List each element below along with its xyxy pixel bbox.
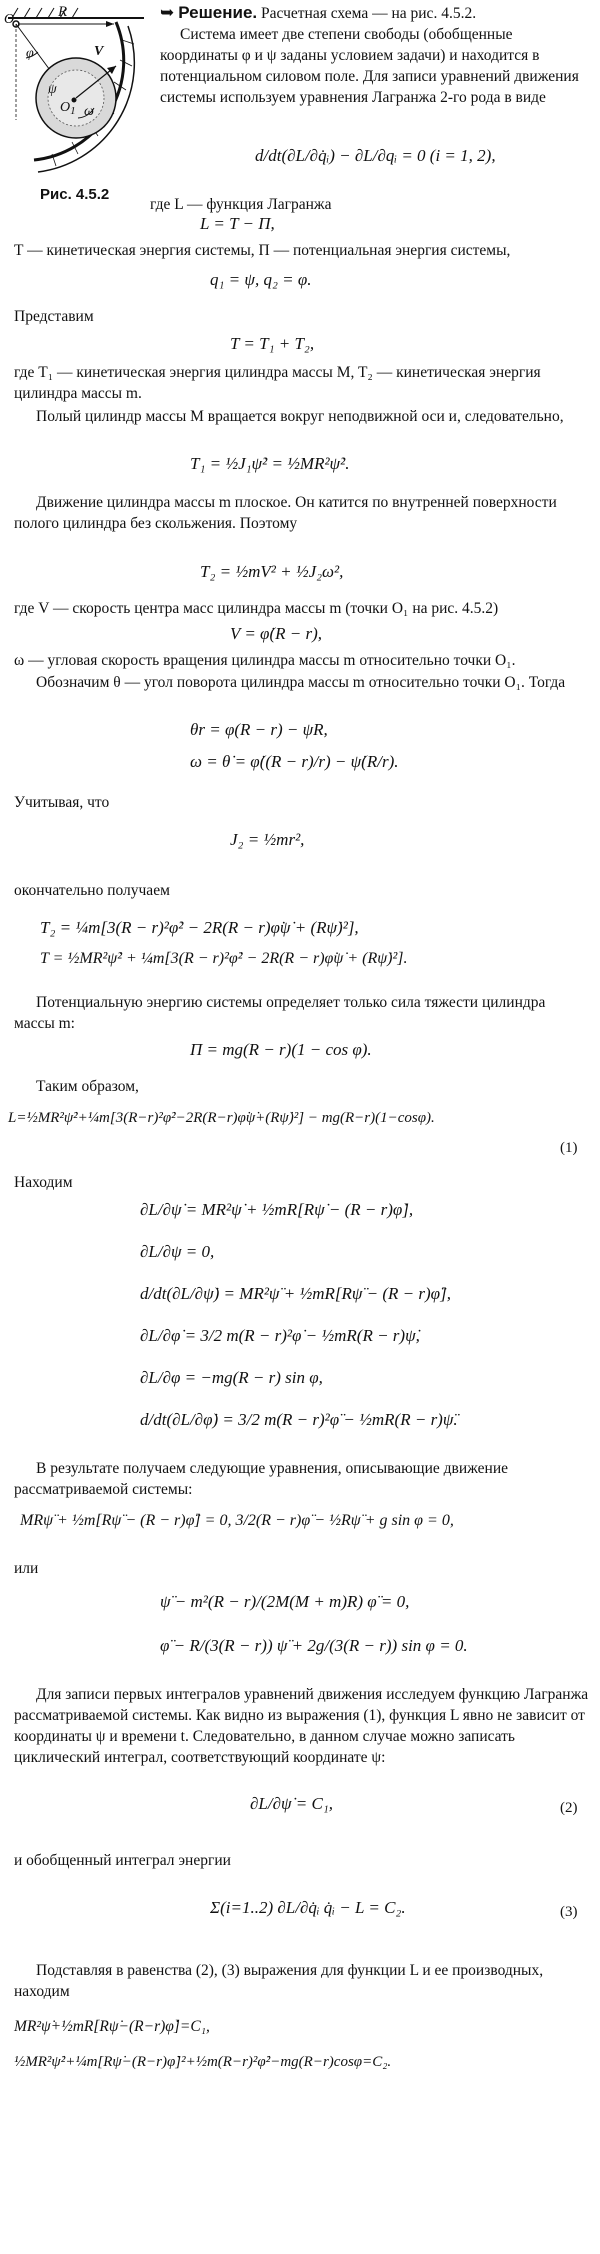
text-energy-int: и обобщенный интеграл энергии — [14, 1852, 231, 1869]
text-potential: Потенциальную энергию системы определяет только сила тяжести цилиндра массы m: — [14, 994, 546, 1032]
eq-t-full: T = ½MR²ψ̇² + ¼m[3(R − r)²φ̇² − 2R(R − r)φ̇ψ̇ + (Rψ̇)²]. — [40, 950, 408, 967]
text-result: В результате получаем следующие уравнения, описывающие движение рассматриваемой системы: — [14, 1460, 509, 1498]
eq-final-2: ½MR²ψ̇²+¼m[Rψ̇−(R−r)φ̇]²+½m(R−r)²φ̇²−mg(R−r)cosφ=C₂. — [14, 2054, 392, 2070]
eq-d2: ∂L/∂ψ = 0, — [140, 1242, 215, 1261]
eq-lagrange: d/dt(∂L/∂q̇ᵢ) − ∂L/∂qᵢ = 0 (i = 1, 2), — [255, 146, 496, 165]
eq-v: V = φ̇(R − r), — [230, 624, 322, 643]
eq-cyclic-number: (2) — [560, 1800, 578, 1816]
label-omega: ω — [84, 104, 94, 119]
solution-intro: Расчетная схема — на рис. 4.5.2. — [261, 5, 477, 22]
text-thus: Таким образом, — [36, 1078, 139, 1095]
eq-t2: T₂ = ½mV² + ½J₂ω², — [200, 562, 344, 581]
text-theta-desc: Обозначим θ — угол поворота цилиндра массы m относительно точки O₁. Тогда — [36, 674, 566, 691]
text-plane: Движение цилиндра массы m плоское. Он катится по внутренней поверхности полого цилиндра без скольжения. Поэтому — [14, 494, 557, 532]
text-represent: Представим — [14, 308, 94, 325]
eq-pi: Π = mg(R − r)(1 − cos φ). — [190, 1040, 372, 1059]
text-t-parts: где T₁ — кинетическая энергия цилиндра массы M, T₂ — кинетическая энергия цилиндра массы m. — [14, 364, 541, 402]
eq-omega: ω = θ̇ = φ̇((R − r)/r) − ψ̇(R/r). — [190, 752, 399, 771]
eq-t2-full: T₂ = ¼m[3(R − r)²φ̇² − 2R(R − r)φ̇ψ̇ + (Rψ̇)²], — [40, 918, 359, 937]
arrow-icon: ➥ — [160, 3, 175, 22]
text-v-desc: где V — скорость центра масс цилиндра массы m (точки O₁ на рис. 4.5.2) — [14, 600, 499, 617]
eq-lagrange-fn: L = T − Π, — [200, 214, 275, 233]
eq-d5: ∂L/∂φ = −mg(R − r) sin φ, — [140, 1368, 323, 1387]
eq-energy-number: (3) — [560, 1904, 578, 1920]
eq-d3: d/dt(∂L/∂ψ̇) = MR²ψ̈ + ½mR[Rψ̈ − (R − r)φ̈], — [140, 1284, 451, 1303]
eq-d4: ∂L/∂φ̇ = 3/2 m(R − r)²φ̇ − ½mR(R − r)ψ̇, — [140, 1326, 420, 1345]
eq-theta-r: θr = φ(R − r) − ψR, — [190, 720, 328, 739]
eq-l: L=½MR²ψ̇²+¼m[3(R−r)²φ̇²−2R(R−r)φ̇ψ̇+(Rψ̇)²] − mg(R−r)(1−cosφ). — [8, 1110, 435, 1126]
eq-motion-3: φ̈ − R/(3(R − r)) ψ̈ + 2g/(3(R − r)) sin φ = 0. — [160, 1636, 468, 1655]
paragraph-1: Система имеет две степени свободы (обобщенные координаты φ и ψ заданы условием задачи) и находится в потенциальном силовом поле. Для записи уравнений движения системы используем уравнения Лагранжа 2-го рода в виде — [160, 26, 579, 106]
eq-motion-2: ψ̈ − m²(R − r)/(2M(M + m)R) φ̈ = 0, — [160, 1592, 410, 1611]
solution-header — [160, 2, 594, 108]
eq-motion-1: MRψ̈ + ½m[Rψ̈ − (R − r)φ̈] = 0, 3/2(R − r)φ̈ − ½Rψ̈ + g sin φ = 0, — [20, 1512, 454, 1529]
label-r: R — [58, 4, 68, 20]
eq-energy: Σ(i=1..2) ∂L/∂q̇ᵢ q̇ᵢ − L = C₂. — [210, 1898, 406, 1917]
eq-d1: ∂L/∂ψ̇ = MR²ψ̇ + ½mR[Rψ̇ − (R − r)φ̇], — [140, 1200, 414, 1219]
text-t-desc: T — кинетическая энергия системы, Π — потенциальная энергия системы, — [14, 242, 511, 259]
eq-d6: d/dt(∂L/∂φ̇) = 3/2 m(R − r)²φ̈ − ½mR(R − r)ψ̈. — [140, 1410, 458, 1429]
solution-title: Решение. — [178, 3, 258, 22]
text-substitute: Подставляя в равенства (2), (3) выражения для функции L и ее производных, находим — [14, 1962, 544, 2000]
label-phi: φ — [26, 46, 34, 61]
eq-j2: J₂ = ½mr², — [230, 830, 305, 849]
text-hollow: Полый цилиндр массы M вращается вокруг неподвижной оси и, следовательно, — [36, 408, 564, 425]
eq-final-1: MR²ψ̇+½mR[Rψ̇−(R−r)φ̇]=C₁, — [14, 2018, 210, 2035]
text-finally: окончательно получаем — [14, 882, 170, 899]
label-psi: ψ — [48, 82, 57, 97]
label-o1: $O_1$ — [60, 100, 76, 117]
eq-cyclic: ∂L/∂ψ̇ = C₁, — [250, 1794, 334, 1813]
text-given: Учитывая, что — [14, 794, 110, 811]
eq-t-sum: T = T₁ + T₂, — [230, 334, 315, 353]
eq-l-number: (1) — [560, 1140, 578, 1156]
text-where-l: где L — функция Лагранжа — [150, 196, 332, 213]
text-omega-desc: ω — угловая скорость вращения цилиндра массы m относительно точки O₁. — [14, 652, 516, 669]
figure-4-5-2 — [4, 0, 154, 203]
figure-caption: Рис. 4.5.2 — [40, 186, 110, 203]
text-integrals: Для записи первых интегралов уравнений движения исследуем функцию Лагранжа рассматриваемой системы. Как видно из выражения (1), функция L явно не зависит от координаты ψ и времени t. Следовательно, в данном случае можно записать циклический интеграл, соответствующий координате ψ: — [14, 1686, 589, 1766]
eq-t1: T₁ = ½J₁ψ̇² = ½MR²ψ̇². — [190, 454, 350, 473]
eq-coords: q₁ = ψ, q₂ = φ. — [210, 270, 312, 289]
label-v: V — [94, 44, 104, 59]
mechanism-diagram — [4, 0, 154, 182]
text-or: или — [14, 1560, 39, 1577]
label-o: O — [4, 12, 15, 27]
text-find: Находим — [14, 1174, 73, 1191]
